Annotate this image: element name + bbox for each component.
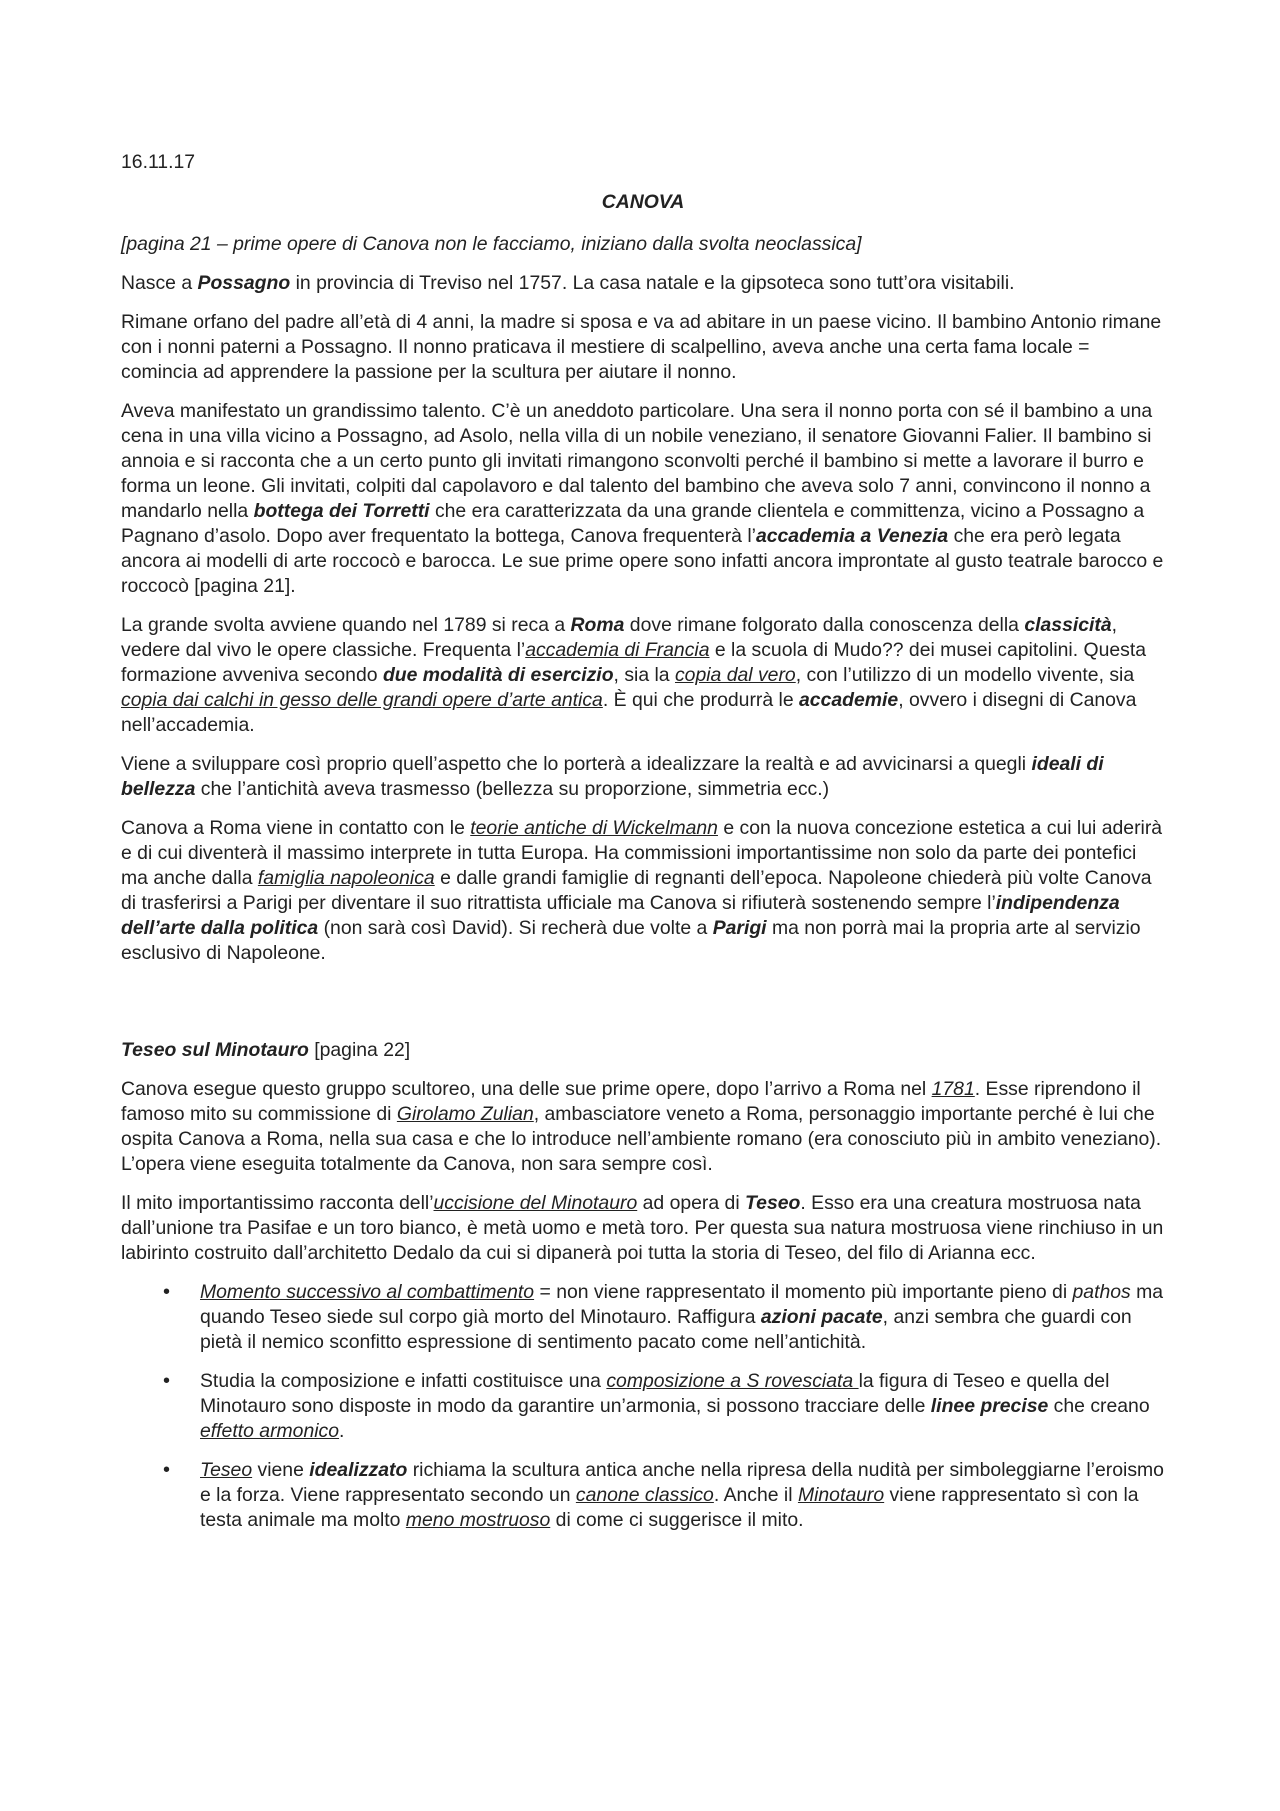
paragraph-myth: Il mito importantissimo racconta dell’uccisione del Minotauro ad opera di Teseo. Esso era una creatura mostruosa nata dall’unione tra Pasifae e un toro bianco, è metà uomo e metà toro. Per questa sua natura mostruosa viene rinchiuso in un labirinto costruito dall’architetto Dedalo da cui si dipanerà poi tutta la storia di Teseo, del filo di Arianna ecc. <box>121 1192 1164 1264</box>
paragraph-childhood: Rimane orfano del padre all’età di 4 anni, la madre si sposa e va ad abitare in un paese vicino. Il bambino Antonio rimane con i nonni paterni a Possagno. Il nonno praticava il mestiere di scalpellino, aveva anche una certa fama locale = comincia ad apprendere la passione per la scultura per aiutare il nonno. <box>121 311 1162 383</box>
page-reference-note: [pagina 21 – prime opere di Canova non le facciamo, iniziano dalla svolta neoclassica] <box>121 233 862 255</box>
bullet-list <box>121 1280 1166 1533</box>
document-body <box>121 232 1166 1547</box>
list-item: • Momento successivo al combattimento = non viene rappresentato il momento più importante pieno di pathos ma quando Teseo siede sul corpo già morto del Minotauro. Raffigura azioni pacate, anzi sembra che guardi con pietà il nemico sconfitto espressione di sentimento pacato come nell’antichità. <box>121 1280 1166 1355</box>
paragraph-wickelmann: Canova a Roma viene in contatto con le teorie antiche di Wickelmann e con la nuova concezione estetica a cui lui aderirà e di cui diventerà il massimo interprete in tutta Europa. Ha commissioni importantissime non solo da parte dei pontefici ma anche dalla famiglia napoleonica e dalle grandi famiglie di regnanti dell’epoca. Napoleone chiederà più volte Canova di trasferirsi a Parigi per diventare il suo ritrattista ufficiale ma Canova si rifiuterà sostenendo sempre l’indipendenza dell’arte dalla politica (non sarà così David). Si recherà due volte a Parigi ma non porrà mai la propria arte al servizio esclusivo di Napoleone. <box>121 817 1163 964</box>
note-date: 16.11.17 <box>121 151 196 173</box>
section-heading: Teseo sul Minotauro [pagina 22] <box>121 1039 411 1061</box>
page-title: CANOVA <box>601 191 685 213</box>
paragraph-ideals: Viene a sviluppare così proprio quell’aspetto che lo porterà a idealizzare la realtà e ad avvicinarsi a quegli ideali di bellezza che l’antichità aveva trasmesso (bellezza su proporzione, simmetria ecc.) <box>121 753 1104 800</box>
list-item: • Teseo viene idealizzato richiama la scultura antica anche nella ripresa della nudità per simboleggiarne l’eroismo e la forza. Viene rappresentato secondo un canone classico. Anche il Minotauro viene rappresentato sì con la testa animale ma molto meno mostruoso di come ci suggerisce il mito. <box>121 1458 1166 1533</box>
paragraph-rome: La grande svolta avviene quando nel 1789 si reca a Roma dove rimane folgorato dalla conoscenza della classicità, vedere dal vivo le opere classiche. Frequenta l’accademia di Francia e la scuola di Mudo?? dei musei capitolini. Questa formazione avveniva secondo due modalità di esercizio, sia la copia dal vero, con l’utilizzo di un modello vivente, sia copia dai calchi in gesso delle grandi opere d’arte antica. È qui che produrrà le accademie, ovvero i disegni di Canova nell’accademia. <box>121 614 1147 736</box>
spacer <box>121 980 1166 1038</box>
list-item: • Studia la composizione e infatti costituisce una composizione a S rovesciata la figura di Teseo e quella del Minotauro sono disposte in modo da garantire un’armonia, si possono tracciare delle linee precise che creano effetto armonico. <box>121 1369 1166 1444</box>
paragraph-birth: Nasce a Possagno in provincia di Treviso nel 1757. La casa natale e la gipsoteca sono tutt’ora visitabili. <box>121 272 1015 294</box>
paragraph-anecdote: Aveva manifestato un grandissimo talento. C’è un aneddoto particolare. Una sera il nonno porta con sé il bambino a una cena in una villa vicino a Possagno, ad Asolo, nella villa di un nobile veneziano, il senatore Giovanni Falier. Il bambino si annoia e si racconta che a un certo punto gli invitati rimangono sconvolti perché il bambino si mette a lavorare il burro e forma un leone. Gli invitati, colpiti dal capolavoro e dal talento del bambino che aveva solo 7 anni, convincono il nonno a mandarlo nella bottega dei Torretti che era caratterizzata da una grande clientela e committenza, vicino a Possagno a Pagnano d’asolo. Dopo aver frequentato la bottega, Canova frequenterà l’accademia a Venezia che era però legata ancora ai modelli di arte roccocò e barocca. Le sue prime opere sono infatti ancora improntate al gusto teatrale barocco e roccocò [pagina 21]. <box>121 400 1164 597</box>
paragraph-commission: Canova esegue questo gruppo scultoreo, una delle sue prime opere, dopo l’arrivo a Roma nel 1781. Esse riprendono il famoso mito su commissione di Girolamo Zulian, ambasciatore veneto a Roma, personaggio importante perché è lui che ospita Canova a Roma, nella sua casa e che lo introduce nell’ambiente romano (era conosciuto più in ambito veneziano). L’opera viene eseguita totalmente da Canova, non sara sempre così. <box>121 1078 1162 1175</box>
